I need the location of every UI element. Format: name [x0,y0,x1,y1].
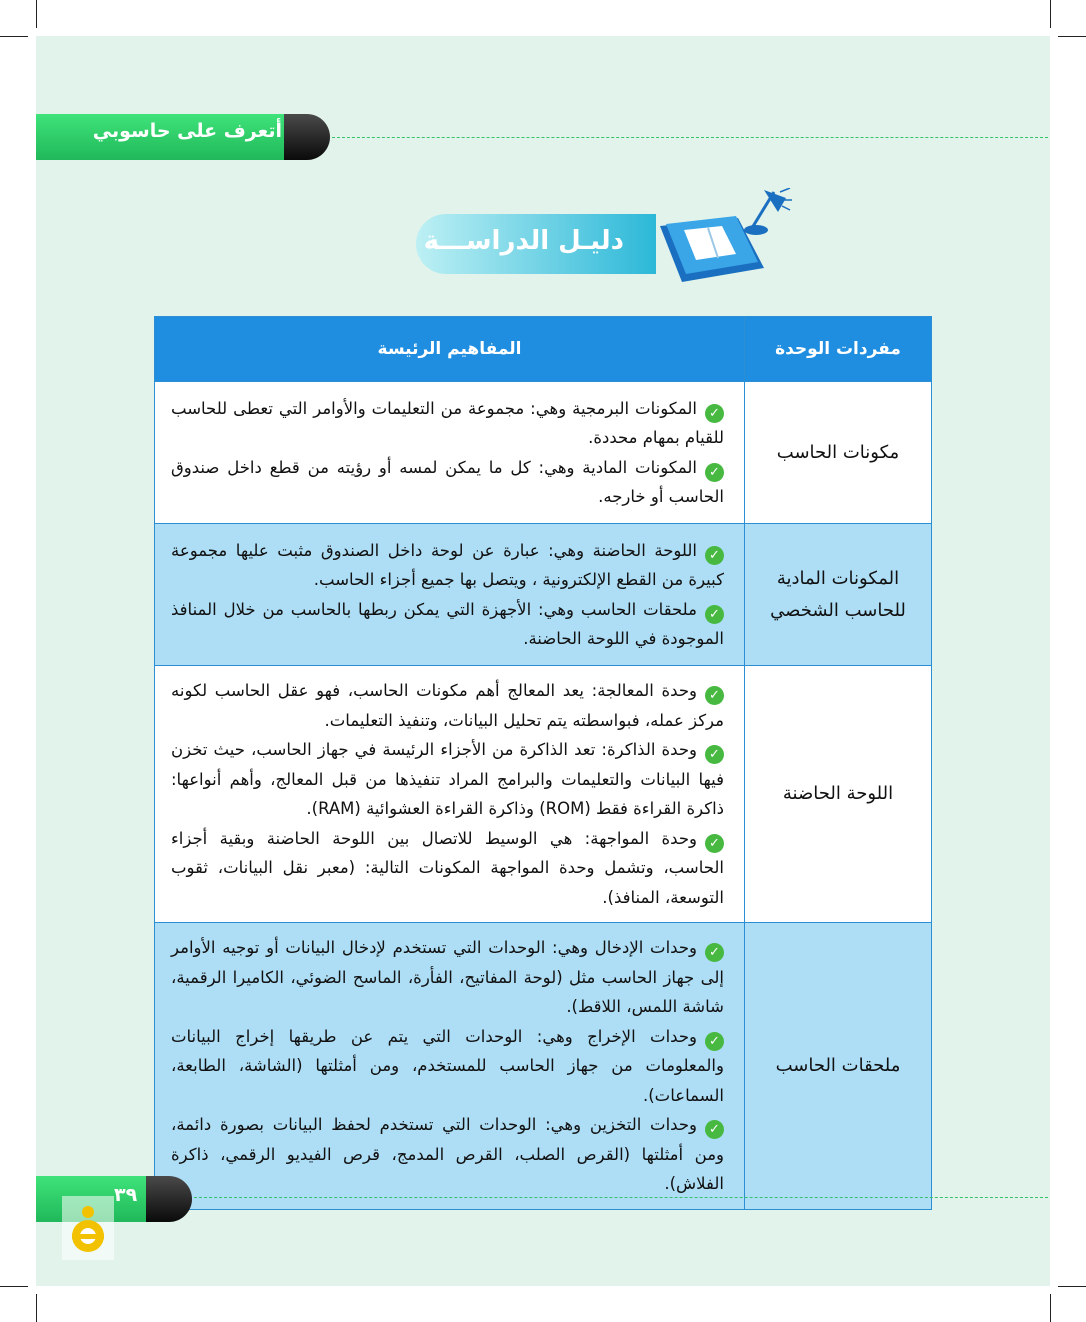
column-header-unit: مفردات الوحدة [745,317,932,382]
check-circle-icon: ✓ [705,463,724,482]
crop-mark [1058,1286,1086,1287]
check-circle-icon: ✓ [705,745,724,764]
table-row [155,382,932,524]
study-guide-table [154,316,932,1210]
concept-item: ✓وحدات التخزين وهي: الوحدات التي تستخدم لحفظ البيانات بصورة دائمة، ومن أمثلتها (القرص الصلب، القرص المدمج، قرص الفيديو الرقمي، ذاكرة الفلاش). [171,1115,724,1193]
section-title: أتعرف على حاسوبي [92,120,282,142]
concept-item: ✓المكونات المادية وهي: كل ما يمكن لمسه أو رؤيته من قطع داخل صندوق الحاسب أو خارجه. [171,457,724,506]
section-header-tab [36,114,330,160]
unit-cell: مكونات الحاسب [745,382,932,524]
concept-item: ✓المكونات البرمجية وهي: مجموعة من التعليمات والأوامر التي تعطى للحاسب للقيام بمهام محددة. [171,398,724,447]
crop-mark [36,1294,37,1322]
check-circle-icon: ✓ [705,605,724,624]
crop-mark [0,1286,28,1287]
unit-cell: ملحقات الحاسب [745,923,932,1210]
table-row [155,666,932,923]
banner-title: دليـل الدراســـة [423,226,624,256]
concept-item: ✓وحدات الإخراج وهي: الوحدات التي يتم عن طريقها إخراج البيانات والمعلومات من جهاز الحاسب للمستخدم، ومن أمثلتها (الشاشة، الطابعة، السماعات). [171,1026,724,1105]
crop-mark [1058,36,1086,37]
check-circle-icon: ✓ [705,546,724,565]
check-circle-icon: ✓ [705,686,724,705]
crop-mark [1050,0,1051,28]
study-guide-banner [416,214,656,274]
crop-mark [0,36,28,37]
table-row [155,923,932,1210]
crop-mark [36,0,37,28]
book-with-lamp-icon [652,188,792,288]
concept-item: ✓وحدة المواجهة: هي الوسيط للاتصال بين اللوحة الحاضنة وبقية أجزاء الحاسب، وتشمل وحدة المواجهة المكونات التالية: (معبر نقل البيانات، ثقوب التوسعة، المنافذ). [171,828,724,907]
concept-item: ✓ملحقات الحاسب وهي: الأجهزة التي يمكن ربطها بالحاسب من خلال المنافذ الموجودة في اللوحة الحاضنة. [171,599,724,648]
concepts-cell [155,923,745,1210]
page-number-tab [36,1176,192,1222]
concepts-cell [155,382,745,524]
check-circle-icon: ✓ [705,1120,724,1139]
concept-item: ✓وحدة الذاكرة: تعد الذاكرة من الأجزاء الرئيسة في جهاز الحاسب، حيث تخزن فيها البيانات والتعليمات والبرامج المراد تنفيذها من قبل المعالج، وأهم أنواعها: ذاكرة القراءة فقط (ROM) وذاكرة القراءة العشوائية (RAM). [171,740,724,818]
table-row [155,524,932,666]
page-number: ٣٩ [114,1184,138,1206]
unit-cell: اللوحة الحاضنة [745,666,932,923]
check-circle-icon: ✓ [705,1032,724,1051]
concept-item: ✓وحدات الإدخال وهي: الوحدات التي تستخدم لإدخال البيانات أو توجيه الأوامر إلى جهاز الحاسب مثل (لوحة المفاتيح، الفأرة، الماسح الضوئي، الكاميرا الرقمية، شاشة اللمس، اللاقط). [171,938,724,1016]
check-circle-icon: ✓ [705,943,724,962]
check-circle-icon: ✓ [705,404,724,423]
header-divider [332,137,1048,138]
publisher-logo-icon [62,1196,114,1260]
column-header-concepts: المفاهيم الرئيسة [155,317,745,382]
concept-item: ✓اللوحة الحاضنة وهي: عبارة عن لوحة داخل الصندوق مثبت عليها مجموعة كبيرة من القطع الإلكترونية ، ويتصل بها جميع أجزاء الحاسب. [171,540,724,589]
crop-mark [1050,1294,1051,1322]
concept-item: ✓وحدة المعالجة: يعد المعالج أهم مكونات الحاسب، فهو عقل الحاسب لكونه مركز عمله، فبواسطته يتم تحليل البيانات، وتنفيذ التعليمات. [171,681,724,730]
check-circle-icon: ✓ [705,834,724,853]
concepts-cell [155,524,745,666]
unit-cell: المكونات المادية للحاسب الشخصي [745,524,932,666]
concepts-cell [155,666,745,923]
footer-divider [194,1197,1048,1198]
